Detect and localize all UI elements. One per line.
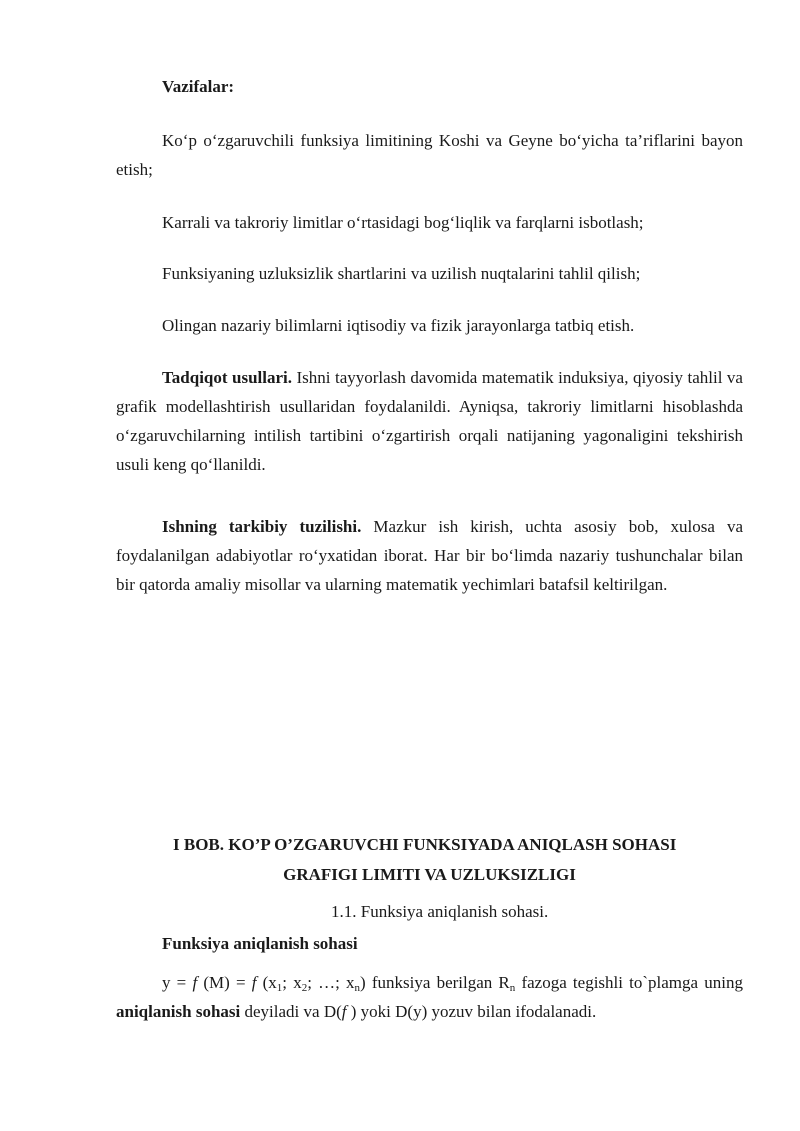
methods-paragraph <box>116 363 743 479</box>
formula-part: ) <box>360 973 366 992</box>
structure-paragraph <box>116 512 743 599</box>
definition-term: aniqlanish sohasi <box>116 1002 241 1021</box>
formula-f: f <box>251 973 257 992</box>
structure-label: Ishning tarkibiy tuzilishi. <box>162 517 362 536</box>
formula-part: (M) = <box>197 973 252 992</box>
definition-text: ) yoki D(y) yozuv bilan ifodalanadi. <box>346 1002 597 1021</box>
subheading: Funksiya aniqlanish sohasi <box>162 934 358 953</box>
methods-text: Ishni tayyorlash davomida matematik induksiya, qiyosiy tahlil va grafik modellashtirish usullaridan foydalanildi. Ayniqsa, takroriy limitlarni hisoblashda o‘zgaruvchilarning intilish tartibini o‘zgartirish orqali natijaning yagonaligini tekshirish usuli keng qo‘llanildi. <box>116 368 743 474</box>
subscript: n <box>354 982 360 994</box>
formula-f: f <box>341 1002 347 1021</box>
formula-f: f <box>192 973 198 992</box>
formula-part: ; …; x <box>307 973 355 992</box>
subscript: 1 <box>276 982 283 994</box>
tasks-heading: Vazifalar: <box>162 77 235 96</box>
definition-text: funksiya berilgan R <box>365 973 510 992</box>
methods-label: Tadqiqot usullari. <box>162 368 293 387</box>
section-title: 1.1. Funksiya aniqlanish sohasi. <box>331 902 549 921</box>
task-item: Karrali va takroriy limitlar o‘rtasidagi bog‘liqlik va farqlarni isbotlash; <box>162 213 644 232</box>
definition-paragraph <box>116 968 743 1026</box>
task-item: Ko‘p o‘zgaruvchili funksiya limitining Koshi va Geyne bo‘yicha ta’riflarini bayon etish; <box>116 131 743 179</box>
formula-part: ; x <box>282 973 302 992</box>
structure-text: Mazkur ish kirish, uchta asosiy bob, xulosa va foydalanilgan adabiyotlar ro‘yxatidan iborat. Har bir bo‘limda nazariy tushunchalar bilan bir qatorda amaliy misollar va ularning matematik yechimlari batafsil keltirilgan. <box>116 517 743 594</box>
task-item: Funksiyaning uzluksizlik shartlarini va uzilish nuqtalarini tahlil qilish; <box>162 264 641 283</box>
definition-text: fazoga tegishli to`plamga uning <box>515 973 743 992</box>
chapter-title-line2: GRAFIGI LIMITI VA UZLUKSIZLIGI <box>283 865 576 884</box>
task-item: Olingan nazariy bilimlarni iqtisodiy va fizik jarayonlarga tatbiq etish. <box>162 316 635 335</box>
subscript: n <box>509 982 516 994</box>
subscript: 2 <box>301 982 308 994</box>
chapter-title-line1: I BOB. KO’P O’ZGARUVCHI FUNKSIYADA ANIQLASH SOHASI <box>173 835 677 854</box>
definition-text: deyiladi va D( <box>240 1002 342 1021</box>
formula-part: y = <box>162 973 193 992</box>
formula-part: (x <box>256 973 277 992</box>
